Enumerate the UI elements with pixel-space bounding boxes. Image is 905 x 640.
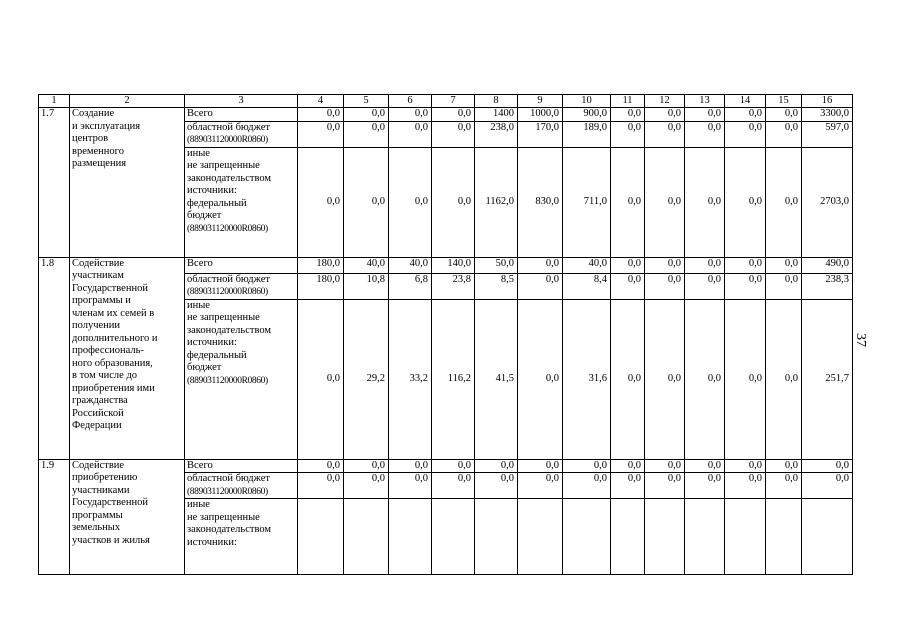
- value-cell: [475, 499, 518, 575]
- value-cell: 29,2: [344, 299, 389, 459]
- value-cell: 0,0: [298, 121, 344, 147]
- value-cell: 0,0: [518, 273, 563, 299]
- value-cell: 0,0: [685, 257, 725, 273]
- value-cell: 0,0: [725, 273, 766, 299]
- funding-source: Всего: [187, 108, 213, 119]
- value-cell: 0,0: [766, 473, 802, 499]
- value-cell: 40,0: [563, 257, 611, 273]
- budget-table: [38, 94, 853, 575]
- value-cell: 0,0: [725, 121, 766, 147]
- value-cell: 490,0: [802, 257, 853, 273]
- value-cell: 0,0: [645, 299, 685, 459]
- value-cell: 0,0: [802, 473, 853, 499]
- value-cell: 23,8: [432, 273, 475, 299]
- value-cell: 900,0: [563, 108, 611, 122]
- value-cell: 0,0: [766, 273, 802, 299]
- value-cell: 0,0: [725, 299, 766, 459]
- funding-source-cell: [185, 459, 298, 473]
- value-cell: [563, 499, 611, 575]
- funding-source-cell: [185, 108, 298, 122]
- value-cell: 0,0: [611, 459, 645, 473]
- section-number: 1.7: [39, 108, 70, 258]
- funding-source: Всего: [187, 459, 213, 471]
- value-cell: 40,0: [389, 257, 432, 273]
- value-cell: 0,0: [645, 473, 685, 499]
- funding-source-cell: [185, 121, 298, 147]
- value-cell: [344, 499, 389, 575]
- funding-source-cell: [185, 147, 298, 257]
- value-cell: 0,0: [766, 459, 802, 473]
- page-number: 37: [853, 333, 868, 347]
- value-cell: [611, 499, 645, 575]
- table-row: [39, 257, 853, 273]
- funding-source: областной бюджет: [187, 473, 270, 484]
- value-cell: 1000,0: [518, 108, 563, 122]
- header-cell: 8: [475, 95, 518, 108]
- header-cell: 13: [685, 95, 725, 108]
- value-cell: 0,0: [766, 257, 802, 273]
- value-cell: 180,0: [298, 257, 344, 273]
- value-cell: 0,0: [298, 108, 344, 122]
- value-cell: 0,0: [389, 108, 432, 122]
- table-row: [39, 108, 853, 122]
- value-cell: 251,7: [802, 299, 853, 459]
- header-cell: 10: [563, 95, 611, 108]
- header-cell: 16: [802, 95, 853, 108]
- value-cell: 0,0: [344, 459, 389, 473]
- value-cell: 8,5: [475, 273, 518, 299]
- value-cell: 0,0: [518, 473, 563, 499]
- budget-code: (889031120000R0860): [187, 287, 268, 297]
- value-cell: [725, 499, 766, 575]
- header-cell: 5: [344, 95, 389, 108]
- header-cell: 15: [766, 95, 802, 108]
- value-cell: [518, 499, 563, 575]
- value-cell: 140,0: [432, 257, 475, 273]
- value-cell: 0,0: [685, 459, 725, 473]
- table-body: [39, 95, 853, 575]
- value-cell: 50,0: [475, 257, 518, 273]
- funding-source-cell: [185, 299, 298, 459]
- value-cell: 33,2: [389, 299, 432, 459]
- value-cell: 0,0: [475, 459, 518, 473]
- value-cell: 238,3: [802, 273, 853, 299]
- header-cell: 4: [298, 95, 344, 108]
- value-cell: 0,0: [611, 257, 645, 273]
- header-cell: 3: [185, 95, 298, 108]
- value-cell: 0,0: [725, 147, 766, 257]
- value-cell: 0,0: [298, 147, 344, 257]
- value-cell: 0,0: [432, 147, 475, 257]
- funding-source: областной бюджет: [187, 273, 270, 285]
- value-cell: [802, 499, 853, 575]
- value-cell: 0,0: [298, 473, 344, 499]
- funding-source-cell: [185, 499, 298, 575]
- value-cell: 0,0: [298, 299, 344, 459]
- value-cell: 0,0: [344, 473, 389, 499]
- header-cell: 9: [518, 95, 563, 108]
- value-cell: 0,0: [802, 459, 853, 473]
- header-cell: 1: [39, 95, 70, 108]
- funding-source-cell: [185, 273, 298, 299]
- section-title: Создание и эксплуатация центров временного размещения: [70, 108, 185, 258]
- value-cell: 238,0: [475, 121, 518, 147]
- value-cell: 0,0: [645, 121, 685, 147]
- value-cell: 0,0: [725, 108, 766, 122]
- value-cell: 1400: [475, 108, 518, 122]
- value-cell: 0,0: [685, 273, 725, 299]
- header-cell: 6: [389, 95, 432, 108]
- value-cell: [685, 499, 725, 575]
- funding-source: иные не запрещенные законодательством источники: федеральный бюджет: [187, 299, 272, 373]
- section-title: Содействие приобретению участниками Государственной программы земельных участков и жилья: [70, 459, 185, 575]
- value-cell: 3300,0: [802, 108, 853, 122]
- funding-source-cell: [185, 473, 298, 499]
- value-cell: 0,0: [766, 121, 802, 147]
- value-cell: 0,0: [344, 121, 389, 147]
- value-cell: 0,0: [432, 473, 475, 499]
- value-cell: [298, 499, 344, 575]
- value-cell: 0,0: [611, 108, 645, 122]
- value-cell: 10,8: [344, 273, 389, 299]
- value-cell: 0,0: [685, 473, 725, 499]
- value-cell: 6,8: [389, 273, 432, 299]
- value-cell: 0,0: [766, 108, 802, 122]
- value-cell: 0,0: [766, 147, 802, 257]
- value-cell: 0,0: [344, 147, 389, 257]
- value-cell: 1162,0: [475, 147, 518, 257]
- value-cell: 0,0: [475, 473, 518, 499]
- value-cell: 8,4: [563, 273, 611, 299]
- value-cell: 0,0: [725, 257, 766, 273]
- funding-source-cell: [185, 257, 298, 273]
- value-cell: 0,0: [611, 121, 645, 147]
- value-cell: 597,0: [802, 121, 853, 147]
- value-cell: 170,0: [518, 121, 563, 147]
- section-number: 1.8: [39, 257, 70, 459]
- value-cell: 0,0: [518, 257, 563, 273]
- value-cell: 0,0: [685, 121, 725, 147]
- value-cell: 0,0: [344, 108, 389, 122]
- header-cell: 11: [611, 95, 645, 108]
- value-cell: 0,0: [725, 473, 766, 499]
- funding-source: Всего: [187, 257, 213, 269]
- value-cell: 40,0: [344, 257, 389, 273]
- section-number: 1.9: [39, 459, 70, 575]
- header-row: [39, 95, 853, 108]
- value-cell: 0,0: [563, 473, 611, 499]
- funding-source: иные не запрещенные законодательством источники:: [187, 499, 272, 548]
- value-cell: 0,0: [766, 299, 802, 459]
- budget-code: (889031120000R0860): [187, 486, 268, 497]
- value-cell: 0,0: [389, 147, 432, 257]
- value-cell: [645, 499, 685, 575]
- funding-source: иные не запрещенные законодательством источники: федеральный бюджет: [187, 147, 272, 221]
- value-cell: 0,0: [432, 108, 475, 122]
- value-cell: 0,0: [518, 299, 563, 459]
- value-cell: 2703,0: [802, 147, 853, 257]
- value-cell: 41,5: [475, 299, 518, 459]
- value-cell: 0,0: [685, 108, 725, 122]
- value-cell: 116,2: [432, 299, 475, 459]
- value-cell: 0,0: [389, 121, 432, 147]
- value-cell: [389, 499, 432, 575]
- value-cell: 0,0: [432, 121, 475, 147]
- header-cell: 12: [645, 95, 685, 108]
- budget-code: (889031120000R0860): [187, 135, 268, 145]
- section-title: Содействие участникам Государственной программы и членам их семей в получении дополнительного и профессиональ- ного образования, в том числе до приобретения ими гражданства Российской Федерации: [70, 257, 185, 459]
- funding-source: областной бюджет: [187, 121, 270, 133]
- budget-code: (889031120000R0860): [187, 223, 268, 234]
- value-cell: 0,0: [611, 473, 645, 499]
- header-cell: 7: [432, 95, 475, 108]
- value-cell: 0,0: [645, 459, 685, 473]
- table-row: [39, 459, 853, 473]
- value-cell: 0,0: [298, 459, 344, 473]
- value-cell: [432, 499, 475, 575]
- value-cell: 189,0: [563, 121, 611, 147]
- value-cell: 830,0: [518, 147, 563, 257]
- value-cell: 180,0: [298, 273, 344, 299]
- value-cell: [766, 499, 802, 575]
- header-cell: 2: [70, 95, 185, 108]
- value-cell: 0,0: [685, 147, 725, 257]
- value-cell: 0,0: [645, 273, 685, 299]
- value-cell: 0,0: [518, 459, 563, 473]
- header-cell: 14: [725, 95, 766, 108]
- value-cell: 0,0: [563, 459, 611, 473]
- value-cell: 31,6: [563, 299, 611, 459]
- value-cell: 0,0: [611, 147, 645, 257]
- value-cell: 0,0: [432, 459, 475, 473]
- value-cell: 0,0: [389, 473, 432, 499]
- value-cell: 0,0: [611, 273, 645, 299]
- value-cell: 0,0: [725, 459, 766, 473]
- budget-code: (889031120000R0860): [187, 375, 268, 386]
- value-cell: 0,0: [645, 257, 685, 273]
- value-cell: 0,0: [645, 147, 685, 257]
- value-cell: 0,0: [685, 299, 725, 459]
- value-cell: 711,0: [563, 147, 611, 257]
- value-cell: 0,0: [389, 459, 432, 473]
- value-cell: 0,0: [645, 108, 685, 122]
- value-cell: 0,0: [611, 299, 645, 459]
